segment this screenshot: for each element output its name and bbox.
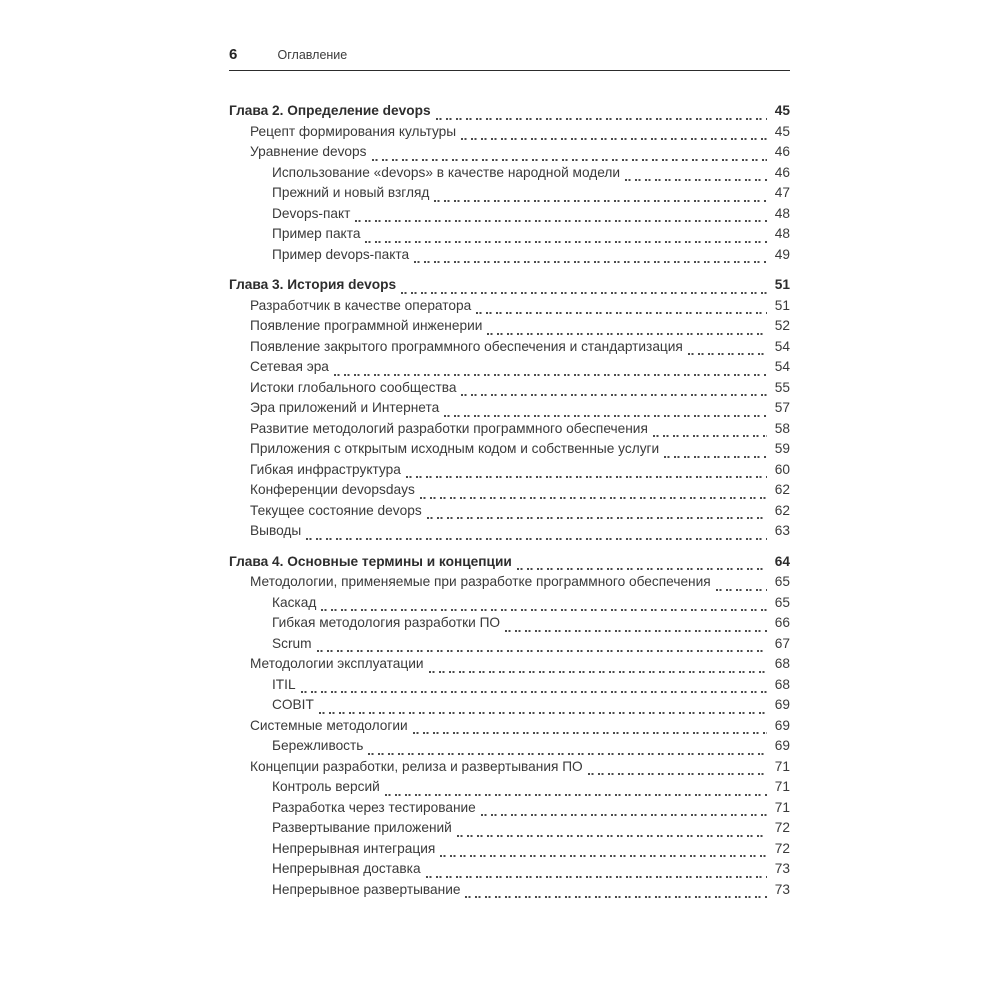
toc-entry-row — [229, 738, 790, 759]
toc-entry-row — [229, 298, 790, 319]
dot-leader — [457, 835, 767, 837]
toc-entry-title: Пример devops-пакта — [272, 246, 410, 262]
toc-entry-row — [229, 359, 790, 380]
toc-entry-row — [229, 820, 790, 841]
toc-entry-row — [229, 124, 790, 145]
dot-leader — [625, 179, 767, 181]
toc-entry-page: 51 — [774, 277, 790, 292]
toc-entry-page: 58 — [774, 420, 790, 436]
dot-leader — [716, 589, 767, 591]
dot-leader — [368, 753, 767, 755]
toc-entry-row — [229, 523, 790, 544]
toc-entry-page: 72 — [774, 820, 790, 835]
dot-leader — [487, 333, 767, 335]
dot-leader — [365, 241, 767, 243]
toc-entry-row — [229, 421, 790, 442]
toc-entry-title: Сетевая эра — [250, 359, 329, 374]
dot-leader — [465, 896, 767, 898]
dot-leader — [401, 292, 767, 294]
toc-entry-title: Появление программной инженерии — [250, 318, 483, 333]
dot-leader — [436, 118, 767, 120]
toc-entry-row — [229, 185, 790, 206]
toc-entry-page: 60 — [774, 461, 790, 477]
toc-entry-title: Истоки глобального сообщества — [250, 379, 457, 395]
toc-entry-row — [229, 206, 790, 227]
toc-entry-title: Системные методологии — [250, 717, 408, 733]
dot-leader — [385, 794, 767, 796]
dot-leader — [372, 159, 767, 161]
toc-entry-title: Выводы — [250, 523, 302, 538]
dot-leader — [505, 630, 767, 632]
page-number: 6 — [229, 46, 238, 63]
toc-entry-page: 68 — [774, 676, 790, 692]
toc-entry-page: 51 — [774, 297, 790, 313]
toc-entry-page: 48 — [774, 205, 790, 221]
toc-entry-row — [229, 380, 790, 401]
toc-entry-title: Гибкая методология разработки ПО — [272, 615, 501, 630]
dot-leader — [306, 538, 767, 540]
toc-entry-page: 73 — [774, 861, 790, 876]
dot-leader — [440, 855, 767, 857]
dot-leader — [481, 814, 767, 816]
toc-entry-title: Непрерывное развертывание — [272, 881, 461, 897]
toc-entry-page: 49 — [774, 246, 790, 262]
toc-entry-page: 54 — [774, 338, 790, 354]
toc-entry-page: 72 — [774, 840, 790, 856]
toc-entry-row — [229, 144, 790, 165]
toc-entry-page: 71 — [774, 779, 790, 794]
toc-entry-page: 67 — [774, 635, 790, 651]
toc-entry-title: Рецепт формирования культуры — [250, 123, 457, 139]
toc-entry-page: 62 — [774, 482, 790, 497]
toc-entry-title: Приложения с открытым исходным кодом и собственные услуги — [250, 441, 660, 456]
toc-entry-row — [229, 247, 790, 268]
toc-entry-page: 65 — [774, 574, 790, 589]
toc-entry-row — [229, 718, 790, 739]
toc-entry-page: 55 — [774, 379, 790, 395]
toc-entry-row — [229, 861, 790, 882]
toc-entry-row — [229, 697, 790, 718]
toc-entry-title: Бережливость — [272, 738, 364, 753]
dot-leader — [664, 456, 767, 458]
toc-entry-row — [229, 462, 790, 483]
toc-entry-row — [229, 574, 790, 595]
toc-entry-page: 57 — [774, 400, 790, 415]
toc-chapter-row — [229, 277, 790, 298]
dot-leader — [476, 312, 767, 314]
toc-entry-row — [229, 318, 790, 339]
dot-leader — [355, 220, 767, 222]
toc-entry-row — [229, 779, 790, 800]
toc-entry-row — [229, 636, 790, 657]
toc-entry-page: 69 — [774, 717, 790, 733]
toc-entry-row — [229, 656, 790, 677]
toc-entry-row — [229, 759, 790, 780]
toc-entry-row — [229, 165, 790, 186]
toc-chapter-row — [229, 554, 790, 575]
dot-leader — [429, 671, 767, 673]
dot-leader — [301, 691, 767, 693]
toc-entry-title: Текущее состояние devops — [250, 502, 422, 518]
toc-entry-title: Методологии эксплуатации — [250, 656, 424, 671]
dot-leader — [413, 732, 767, 734]
dot-leader — [321, 609, 767, 611]
toc-entry-title: Конференции devopsdays — [250, 482, 415, 497]
dot-leader — [420, 497, 767, 499]
toc-list — [229, 103, 790, 902]
dot-leader — [427, 517, 767, 519]
toc-entry-page: 52 — [774, 318, 790, 333]
toc-entry-row — [229, 882, 790, 903]
dot-leader — [317, 650, 767, 652]
toc-entry-page: 73 — [774, 881, 790, 897]
toc-chapter-row — [229, 103, 790, 124]
toc-entry-row — [229, 800, 790, 821]
toc-entry-page: 66 — [774, 615, 790, 630]
dot-leader — [461, 138, 767, 140]
running-header — [229, 46, 790, 71]
toc-entry-row — [229, 615, 790, 636]
toc-entry-title: Контроль версий — [272, 779, 380, 794]
dot-leader — [434, 200, 767, 202]
dot-leader — [588, 773, 767, 775]
dot-leader — [461, 394, 767, 396]
toc-entry-title: Прежний и новый взгляд — [272, 185, 430, 200]
toc-entry-title: COBIT — [272, 697, 314, 712]
toc-entry-row — [229, 339, 790, 360]
toc-chapter-title: Глава 3. История devops — [229, 277, 397, 292]
toc-entry-page: 71 — [774, 799, 790, 815]
toc-entry-row — [229, 482, 790, 503]
toc-entry-page: 69 — [774, 738, 790, 753]
toc-entry-page: 71 — [774, 758, 790, 774]
toc-entry-page: 65 — [774, 594, 790, 610]
toc-entry-page: 48 — [774, 226, 790, 241]
toc-entry-title: Пример пакта — [272, 226, 361, 241]
toc-entry-title: Появление закрытого программного обеспечения и стандартизация — [250, 338, 683, 354]
toc-chapter-title: Глава 2. Определение devops — [229, 103, 431, 118]
running-header-title: Оглавление — [277, 48, 348, 62]
toc-entry-page: 68 — [774, 656, 790, 671]
toc-entry-title: Разработка через тестирование — [272, 799, 476, 815]
toc-entry-title: Концепции разработки, релиза и развертывания ПО — [250, 758, 583, 774]
dot-leader — [517, 568, 767, 570]
dot-leader — [406, 476, 767, 478]
toc-entry-title: Использование «devops» в качестве народной модели — [272, 164, 621, 180]
toc-entry-page: 45 — [774, 123, 790, 139]
toc-entry-page: 46 — [774, 164, 790, 180]
dot-leader — [653, 435, 767, 437]
toc-entry-row — [229, 503, 790, 524]
toc-entry-page: 47 — [774, 185, 790, 200]
toc-entry-title: Гибкая инфраструктура — [250, 461, 401, 477]
toc-entry-row — [229, 441, 790, 462]
dot-leader — [414, 261, 767, 263]
toc-entry-page: 69 — [774, 697, 790, 712]
dot-leader — [319, 712, 767, 714]
toc-entry-title: Devops-пакт — [272, 205, 351, 221]
toc-entry-page: 62 — [774, 502, 790, 518]
dot-leader — [334, 374, 767, 376]
toc-entry-title: Непрерывная доставка — [272, 861, 421, 876]
toc-entry-row — [229, 595, 790, 616]
toc-entry-title: Scrum — [272, 635, 312, 651]
toc-entry-title: Непрерывная интеграция — [272, 840, 436, 856]
toc-entry-title: Разработчик в качестве оператора — [250, 297, 472, 313]
toc-entry-row — [229, 400, 790, 421]
dot-leader — [444, 415, 767, 417]
toc-entry-title: Эра приложений и Интернета — [250, 400, 440, 415]
toc-entry-row — [229, 677, 790, 698]
toc-entry-title: Развертывание приложений — [272, 820, 452, 835]
toc-entry-page: 54 — [774, 359, 790, 374]
toc-entry-title: Методологии, применяемые при разработке программного обеспечения — [250, 574, 711, 589]
toc-entry-title: Уравнение devops — [250, 144, 367, 159]
toc-entry-page: 64 — [774, 553, 790, 569]
toc-entry-row — [229, 226, 790, 247]
toc-entry-page: 45 — [774, 103, 790, 118]
toc-entry-title: ITIL — [272, 676, 296, 692]
dot-leader — [426, 876, 767, 878]
toc-entry-title: Каскад — [272, 594, 317, 610]
toc-chapter-title: Глава 4. Основные термины и концепции — [229, 553, 512, 569]
toc-entry-page: 46 — [774, 144, 790, 159]
toc-entry-page: 59 — [774, 441, 790, 456]
toc-entry-row — [229, 841, 790, 862]
dot-leader — [688, 353, 767, 355]
toc-entry-page: 63 — [774, 523, 790, 538]
toc-entry-title: Развитие методологий разработки программного обеспечения — [250, 420, 648, 436]
